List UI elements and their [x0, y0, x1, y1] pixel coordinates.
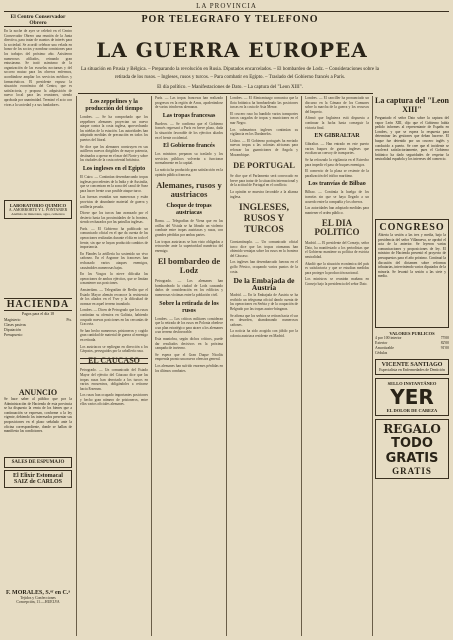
portugal-head: DE PORTUGAL [233, 160, 295, 171]
lab-title: LABORATORIO QUIMICO [9, 203, 67, 208]
hacienda-section [4, 298, 72, 338]
right-column [375, 96, 449, 482]
laboratorio-ad [4, 200, 72, 219]
table-row: Clases pasivas [4, 323, 27, 327]
section-head: Choque de tropas austriacas [166, 203, 212, 217]
section-head: Los zeppelines y la producción del tiempo [85, 99, 143, 112]
sales-espumajo-ad [4, 457, 72, 468]
anuncio-text: Se hace saber al público que por la Administración de Hacienda de esta provincia se ha dispuesto la venta de los bienes que a continuación se expresan, conforme a la ley vigente, debiendo los interesados presentar sus proposiciones en el plazo señalado ante la oficina correspondiente, donde se hallan de manifiesto las condiciones. [4, 397, 72, 434]
anuncio-section [4, 388, 72, 455]
headline-summary [80, 66, 380, 92]
table-row: Diputación [4, 328, 21, 332]
regalo-title: REGALO [383, 422, 441, 436]
ingleses-head: INGLESES, RUSOS Y TURCOS [239, 203, 289, 236]
alemanes-head: Alemanes, rusos y austriacos [156, 180, 222, 200]
hacienda-title: HACIENDA [4, 298, 72, 311]
morales-sub: Tejidos y Confecciones [20, 596, 56, 600]
congreso-section [375, 219, 449, 328]
column-divider [226, 96, 227, 636]
sales-ads [4, 455, 72, 490]
table-row: Magisterio Pts. [4, 318, 72, 322]
dia-politico-head: EL DIA POLITICO [314, 218, 360, 238]
column-divider [151, 96, 152, 636]
lab-note: Análisis de minerales, agua, cementos [11, 212, 65, 216]
morales-address: Concepción, 11.—HUELVA [16, 600, 60, 604]
congreso-text: Abierta la sesión a las tres y media, bajo la presidencia del señor Villanueva, se aprobó el acta de la anterior. Se leyeron varias comunicaciones y proposiciones de ley. El ministro de Hacienda presentó el proyecto de presupuestos para el año próximo. Continuó la discusión del dictamen sobre reformas tributarias, interviniendo varios diputados de la minoría. Se levantó la sesión a las siete y media. [378, 233, 446, 279]
morales-ad [4, 590, 72, 604]
main-headline: LA GUERRA EUROPEA [96, 38, 368, 62]
centro-text: En la noche de ayer se celebró en el Centro Conservador Obrero una reunión de la Junta directiva, para tratar de asuntos de interés para la sociedad. Se acordó celebrar una velada en honor de los socios y nombrar comisiones para los trabajos del próximo año. Asistieron numerosos afiliados, reinando gran entusiasmo. Se trató asimismo de la organización de las escuelas nocturnas y del socorro mutuo para los obreros enfermos, acordándose ampliar los servicios médicos y farmacéuticos. El presidente expuso la situación económica del Centro, que es satisfactoria, y propuso la adquisición de nuevo local para las reuniones, siendo aprobada por unanimidad. Terminó el acto con vivas a la sociedad y a sus fundadores. [4, 29, 72, 107]
top-rule [4, 11, 449, 12]
section-head: EN GIBRALTAR [314, 133, 360, 140]
caucaso-head: EL CAUCASO [80, 358, 148, 365]
bombardeo-head: El bombardeo de Lodz [157, 256, 221, 276]
congreso-title: CONGRESO [379, 222, 445, 233]
anuncio-title: ANUNCIO [18, 388, 58, 397]
captura-text: Preguntado el señor Dato sobre la captura del vapor León XIII, dijo que el Gobierno había pedido informes al representante de España en Londres, y que se espera la respuesta para determinar las gestiones que deban hacerse. El buque fue detenido por un crucero inglés y conducido a puerto. Se cree que el incidente se resolverá satisfactoriamente, pues el Gobierno británico ha dado seguridades de respetar la neutralidad española y los intereses del comercio. [375, 116, 449, 162]
lab-names: A. AMORRORTU Y L. FONTANIER [8, 208, 68, 212]
summary-line-1: La situación en Prusia y Bélgica. – Preparando la revolución en Rusia. Diputados encarcelados. – El bombardeo de Lodz. – Consideraciones sobre la retirada de los rusos. – Ingleses, rusos y turcos. – Para combatir en Egipto. – Traslado del Gobierno francés a París. [81, 67, 379, 80]
todo-gratis-title: TODO GRATIS [385, 436, 439, 466]
section-head: El Gobierno francés [163, 143, 215, 150]
column-divider [76, 96, 77, 636]
headline-rule [78, 93, 373, 94]
vicente-title: VICENTE SANTIAGO [381, 362, 443, 368]
section-head: Los ingleses en el Egipto [82, 165, 146, 172]
telegraph-header: POR TELEGRAFO Y TELEFONO [141, 14, 319, 25]
hacienda-table [4, 318, 72, 338]
left-column-top [4, 14, 72, 222]
table-row: Cédulas [375, 351, 388, 355]
news-column-1: Los zeppelines y la producción del tiempo Londres. — Se ha comprobado que los zeppelines alemanes proyectan un nuevo ataque contra la costa inglesa, aprovechando las nieblas de la estación. Las autoridades han adoptado medidas de precaución en todos los puertos del litoral. Se dice que los alemanes construyen en sus astilleros nuevos dirigibles de mayor potencia, destinados a operar en el mar del Norte y sobre las ciudades de la costa oriental británica. Los ingleses en el Egipto El Cairo. — Continúan desembarcando tropas inglesas procedentes de la India y de Australia, que se concentran en la zona del canal de Suez para hacer frente a un posible ataque turco. Las fuerzas reunidas son numerosas y están provistas de abundante material de guerra y artillería pesada. Dícese que los turcos han avanzado por el desierto hasta las proximidades de la frontera, siendo rechazados por las patrullas inglesas. París. — El Gobierno ha publicado un comunicado oficial en el que da cuenta de las operaciones realizadas durante el día en todo el frente, sin que se hayan producido cambios de importancia. En Flandes la artillería ha sostenido un vivo cañoneo. En el Argonne los franceses han rechazado varios ataques enemigos, causándoles numerosas bajas. En los Vosgos la nieve dificulta las operaciones de ambos ejércitos, que se limitan a mantener sus posiciones. Amsterdam. — Telegrafían de Berlín que el Estado Mayor alemán reconoce la resistencia de los aliados en el Yser y la dificultad de avanzar en aquel terreno inundado. Londres. — Dicen de Petrogrado que los rusos continúan su ofensiva en Galitzia, habiendo ocupado nuevas posiciones en las cercanías de Cracovia. Se han hecho numerosos prisioneros y cogido gran cantidad de material de guerra al enemigo en retirada. Los austriacos se repliegan en dirección a los Cárpatos, perseguidos por la caballería rusa. EL CAUCASO Petrogrado. — Un comunicado del Estado Mayor del ejército del Cáucaso dice que las tropas rusas han derrotado a los turcos en varios encuentros, obligándoles a retirarse hacia Erzerum. Los rusos han ocupado importantes posiciones y hecho gran número de prisioneros, entre ellos varios oficiales alemanes. [80, 99, 148, 407]
column-divider [372, 96, 373, 636]
yer-sub: EL DOLOR DE CABEZA [386, 408, 438, 413]
table-row: Exterior 82'00 [375, 341, 449, 345]
sales-title: SALES DE ESPUMAJO [11, 460, 65, 465]
regalo-ad [375, 419, 449, 479]
elixir-sub: SAIZ de CARLOS [13, 479, 62, 485]
elixir-ad [4, 470, 72, 488]
table-row: Amortizable 91'00 [375, 346, 449, 350]
column-divider [301, 96, 302, 636]
paper-name: LA PROVINCIA [196, 2, 257, 10]
section-head: Sobre la retirada de los rusos [159, 300, 219, 314]
summary-line-2: El día político. – Manifestaciones de Dato. – La captura del "Leon XIII". [157, 85, 303, 90]
section-head: Los tranvías de Bilbao [308, 181, 366, 188]
section-head: De la Embajada de Austria [233, 276, 295, 293]
valores-title: VALORES PUBLICOS [389, 331, 435, 336]
morales-title: F. MORALES, S.ᵒʳ en C.ᵃ [5, 590, 71, 596]
table-row: 4 por 100 interior 75'00 [375, 336, 449, 340]
captura-title: La captura del "Leon XIII" [375, 96, 449, 114]
centro-title: El Centro Conservador Obrero [4, 14, 72, 27]
yer-title: YER [390, 385, 434, 409]
gratis-title: GRATIS [392, 466, 432, 476]
news-column-2: París. — Las tropas francesas han realizado progresos en la región de Arras, apoderándose de varias trincheras alemanas. Las tropas francesas Burdeos. — Se confirma que el Gobierno francés regresará a París en breve plazo, dada la situación favorable de los ejércitos aliados en el frente occidental. El Gobierno francés Los ministros preparan su traslado y los servicios públicos volverán a funcionar normalmente en la capital. La noticia ha producido gran satisfacción en la opinión pública francesa. Alemanes, rusos y austriacos Choque de tropas austriacas Roma. — Telegrafían de Viena que en las orillas del Vístula se ha librado un violento combate entre tropas austriacas y rusas, con grandes pérdidas por ambas partes. Las tropas austriacas se han visto obligadas a retroceder ante la superioridad numérica del enemigo. El bombardeo de Lodz Petrogrado. — Los alemanes han bombardeado la ciudad de Lodz causando daños de consideración en los edificios y numerosas víctimas entre la población civil. Sobre la retirada de los rusos Londres. — Los críticos militares consideran que la retirada de los rusos en Polonia obedece a un plan estratégico para atraer a los alemanes a un terreno desfavorable. Esta maniobra, según dichos críticos, puede dar resultados decisivos en la próxima campaña de invierno. Se espera que el Gran Duque Nicolás emprenda pronto una nueva ofensiva general. Los alemanes han sufrido enormes pérdidas en los últimos combates. [155, 96, 223, 373]
table-row: Presupuesto [4, 333, 23, 337]
section-head: Las tropas francesas [162, 112, 216, 119]
sello-title: SELLO INSTANTÁNEO [387, 381, 437, 386]
elixir-title: El Elixir Estomacal [13, 473, 63, 479]
vicente-ad [375, 359, 449, 375]
vicente-sub: Especialista en Enfermedades de Dentición [379, 368, 445, 372]
news-column-3: Londres. — El Almirantazgo comunica que la flota británica ha bombardeado las posiciones turcas en la costa de Asia Menor. El crucero ruso ha hundido varios transportes turcos cargados de tropas y municiones en el mar Negro. Los submarinos ingleses continúan su vigilancia en los Dardanelos. Lisboa. — El Gobierno portugués ha enviado nuevas tropas a las colonias africanas para reforzar las guarniciones de Angola y Mozambique. DE PORTUGAL Se dice que el Parlamento será convocado en breve para tratar de la situación internacional y de la actitud de Portugal en el conflicto. La opinión se muestra favorable a la alianza inglesa. INGLESES, RUSOS Y TURCOS Constantinopla. — Un comunicado oficial turco dice que las tropas otomanas han obtenido ventajas sobre los rusos en la frontera del Cáucaso. Los ingleses han desembarcado fuerzas en el golfo Pérsico, ocupando varios puntos de la costa. De la Embajada de Austria Madrid. — En la Embajada de Austria se ha recibido un telegrama oficial dando cuenta de las operaciones en Serbia y de la ocupación de Belgrado por las tropas austro-húngaras. Se afirma que los serbios se retiran hacia el sur en desorden, abandonando numerosos cañones. La noticia ha sido acogida con júbilo por la colonia austriaca residente en Madrid. [230, 96, 298, 338]
hacienda-sub: Pagos para el día 18 [21, 311, 55, 316]
news-column-4: Londres. — El canciller ha pronunciado un discurso en la Cámara de los Comunes sobre la marcha de la guerra y los recursos del Imperio. Afirmó que Inglaterra está dispuesta a continuar la lucha hasta conseguir la victoria final. EN GIBRALTAR Gibraltar. — Han entrado en este puerto varios buques de guerra ingleses que escoltan un convoy de transportes. Se ha reforzado la vigilancia en el Estrecho para impedir el paso de buques enemigos. El comercio de la plaza se resiente de la paralización del tráfico marítimo. Los tranvías de Bilbao Bilbao. — Continúa la huelga de los tranvías sin que se haya llegado a un acuerdo entre la compañía y los obreros. Las autoridades han adoptado medidas para mantener el orden público. EL DIA POLITICO Madrid. — El presidente del Consejo, señor Dato, ha manifestado a los periodistas que el Gobierno mantiene su política de estricta neutralidad. Añadió que la situación económica del país es satisfactoria y que se estudian medidas para proteger la producción nacional. Los ministros se reunirán mañana en Consejo bajo la presidencia del señor Dato. [305, 96, 369, 287]
valores-section [375, 331, 449, 356]
yer-ad [375, 378, 449, 416]
